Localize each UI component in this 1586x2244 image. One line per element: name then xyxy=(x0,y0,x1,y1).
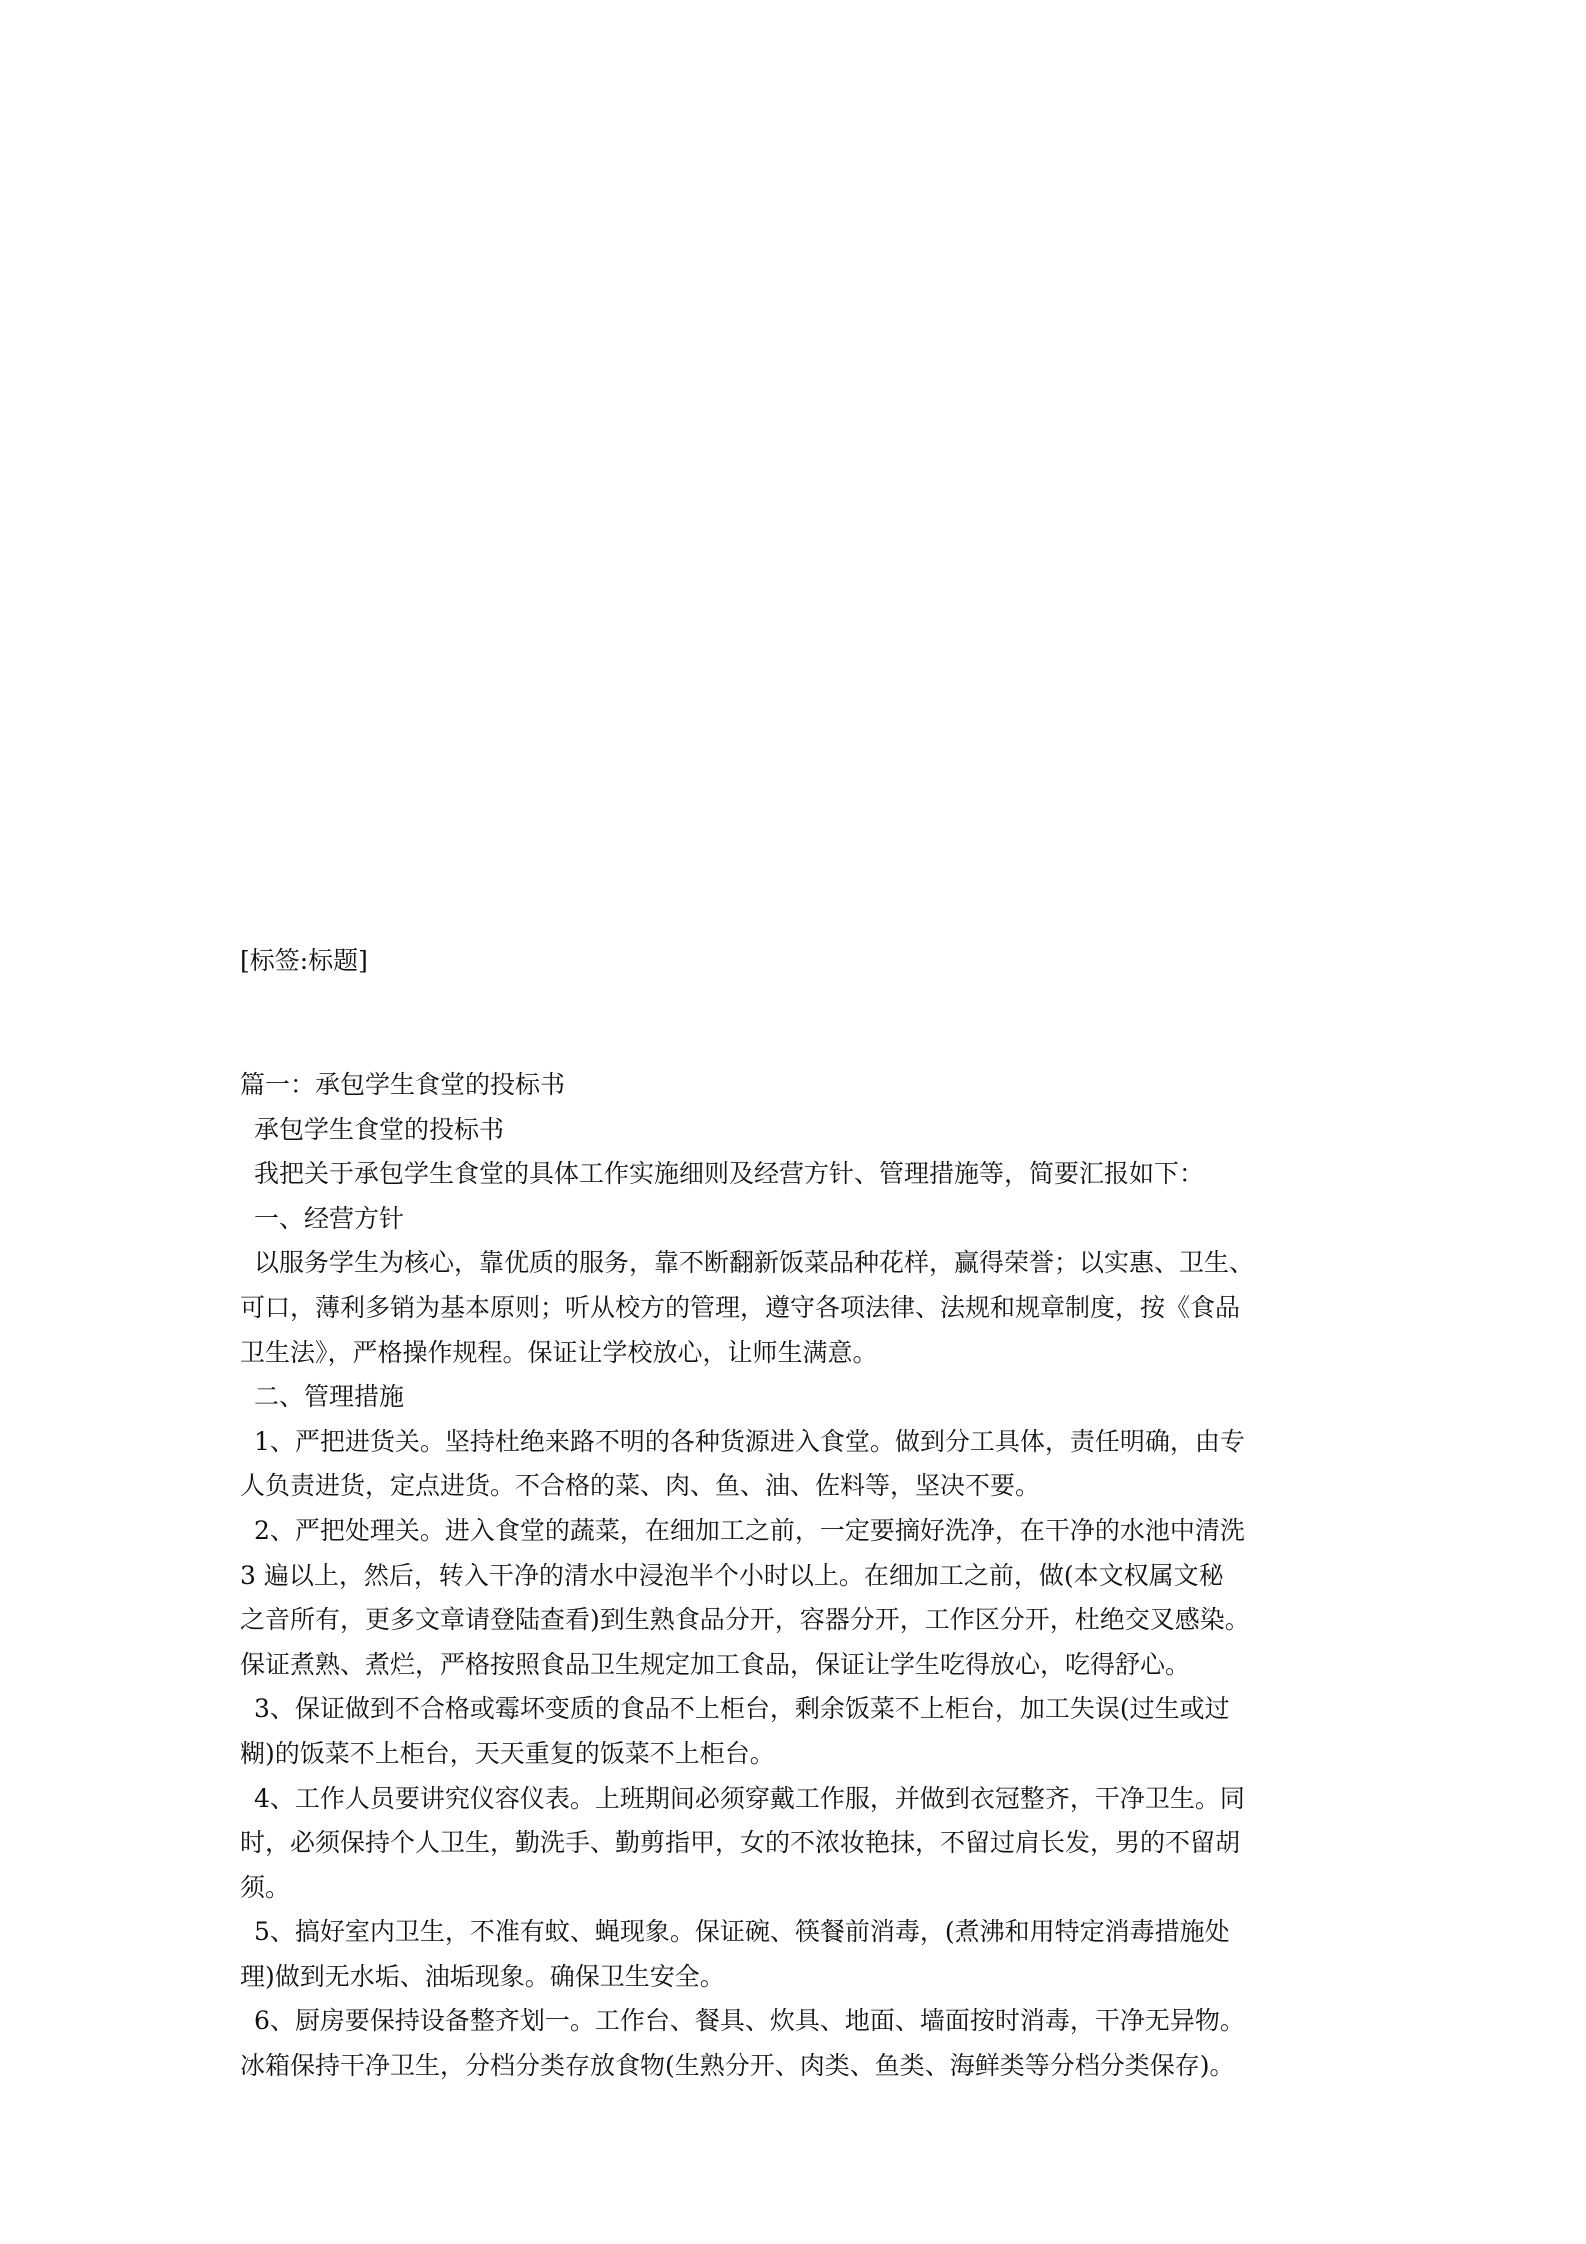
paragraph-line: 3 遍以上，然后，转入干净的清水中浸泡半个小时以上。在细加工之前，做(本文权属文秘 xyxy=(240,1560,1224,1590)
paragraph-line: 之音所有，更多文章请登陆查看)到生熟食品分开，容器分开，工作区分开，杜绝交叉感染。 xyxy=(240,1605,1250,1635)
section-heading-policy: 一、经营方针 xyxy=(254,1203,405,1233)
document-title: 承包学生食堂的投标书 xyxy=(254,1114,505,1144)
paragraph-line: 1、严把进货关。坚持杜绝来路不明的各种货源进入食堂。做到分工具体，责任明确，由专 xyxy=(254,1426,1245,1456)
paragraph-line: 冰箱保持干净卫生，分档分类存放食物(生熟分开、肉类、鱼类、海鲜类等分档分类保存)。 xyxy=(240,2051,1235,2081)
paragraph-line: 4、工作人员要讲究仪容仪表。上班期间必须穿戴工作服，并做到衣冠整齐，干净卫生。同 xyxy=(254,1783,1245,1813)
paragraph-line: 3、保证做到不合格或霉坏变质的食品不上柜台，剩余饭菜不上柜台，加工失误(过生或过 xyxy=(254,1694,1230,1724)
paragraph-line: 可口，薄利多销为基本原则；听从校方的管理，遵守各项法律、法规和规章制度，按《食品 xyxy=(240,1292,1241,1322)
paragraph-line: 保证煮熟、煮烂，严格按照食品卫生规定加工食品，保证让学生吃得放心，吃得舒心。 xyxy=(240,1649,1191,1679)
paragraph-line: 5、搞好室内卫生，不准有蚊、蝇现象。保证碗、筷餐前消毒，(煮沸和用特定消毒措施处 xyxy=(254,1917,1230,1947)
paragraph-line: 时，必须保持个人卫生，勤洗手、勤剪指甲，女的不浓妆艳抹，不留过肩长发，男的不留胡 xyxy=(240,1828,1241,1858)
paragraph-line: 6、厨房要保持设备整齐划一。工作台、餐具、炊具、地面、墙面按时消毒，干净无异物。 xyxy=(254,2006,1245,2036)
paragraph-line: 糊)的饭菜不上柜台，天天重复的饭菜不上柜台。 xyxy=(240,1738,775,1768)
paragraph-line: 2、严把处理关。进入食堂的蔬菜，在细加工之前，一定要摘好洗净，在干净的水池中清洗 xyxy=(254,1515,1245,1545)
paragraph-line: 须。 xyxy=(240,1872,291,1902)
intro-paragraph: 我把关于承包学生食堂的具体工作实施细则及经营方针、管理措施等，简要汇报如下： xyxy=(254,1159,1205,1189)
paragraph-line: 人负责进货，定点进货。不合格的菜、肉、鱼、油、佐料等，坚决不要。 xyxy=(240,1471,1041,1501)
paragraph-line: 卫生法》，严格操作规程。保证让学校放心，让师生满意。 xyxy=(240,1337,878,1367)
article-heading: 篇一：承包学生食堂的投标书 xyxy=(240,1070,566,1099)
document-body xyxy=(240,1063,1360,2089)
paragraph-line: 理)做到无水垢、油垢现象。确保卫生安全。 xyxy=(240,1961,725,1991)
paragraph-line: 以服务学生为核心，靠优质的服务，靠不断翻新饭菜品种花样，赢得荣誉；以实惠、卫生、 xyxy=(254,1248,1255,1278)
section-heading-measures: 二、管理措施 xyxy=(254,1382,405,1412)
tag-label: [标签:标题] xyxy=(240,946,368,975)
